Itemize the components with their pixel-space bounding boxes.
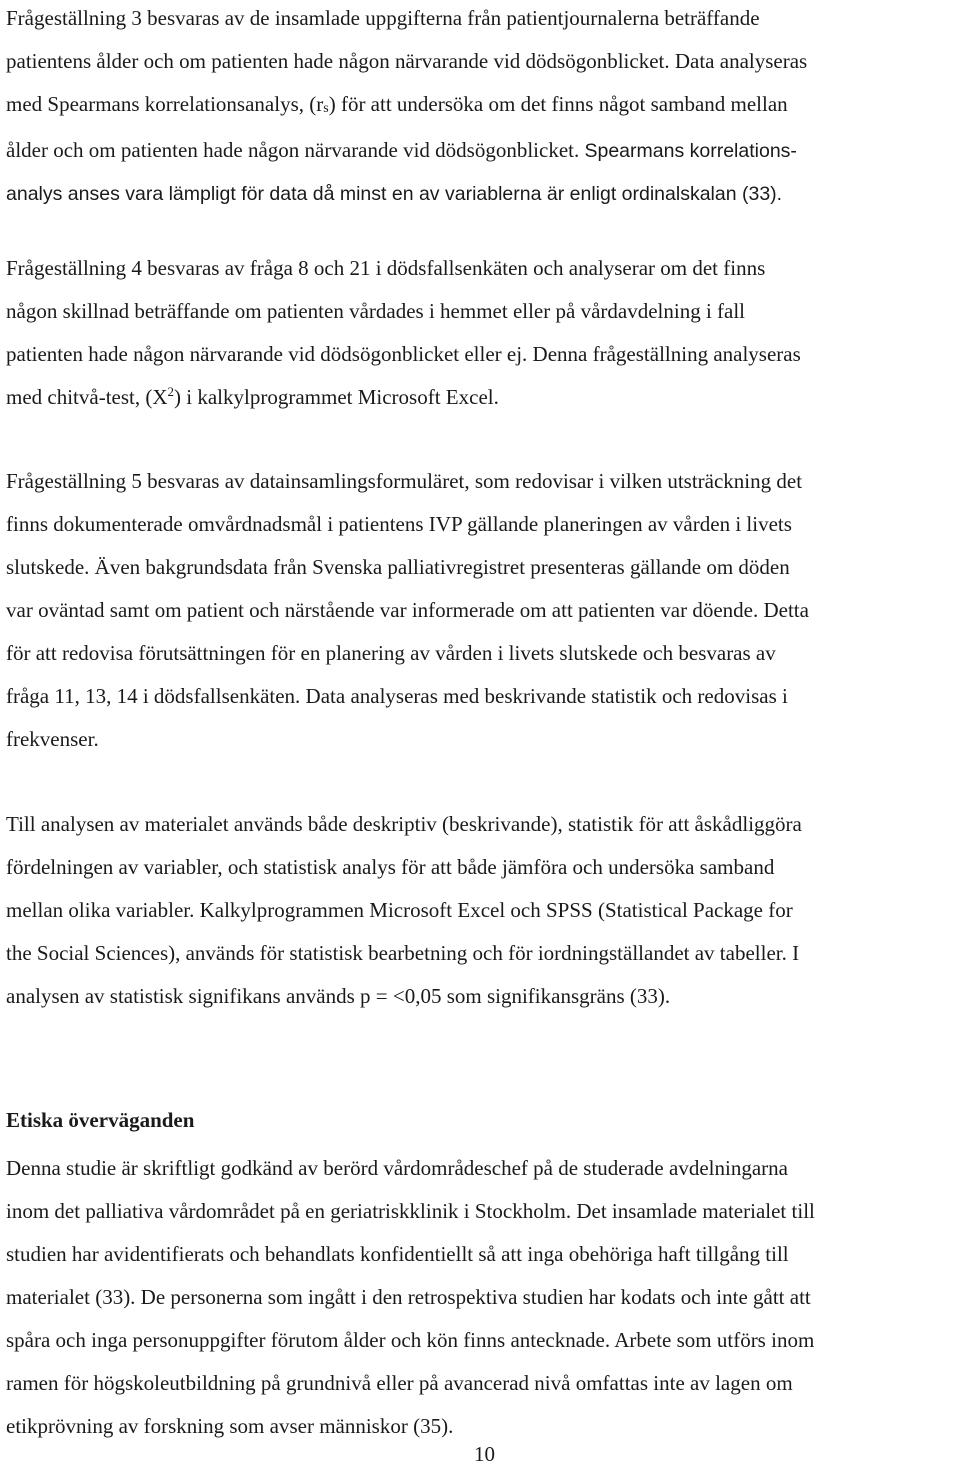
text-fragment: med chitvå-test, (X: [6, 385, 168, 409]
subscript: s: [323, 101, 329, 116]
text-line: mellan olika variabler. Kalkylprogrammen Microsoft Excel och SPSS (Statistical Package for: [6, 898, 793, 922]
text-line: någon skillnad beträffande om patienten vårdades i hemmet eller på vårdavdelning i fall: [6, 299, 746, 323]
text-line: studien har avidentifierats och behandlats konfidentiellt så att inga obehöriga haft tillgång till: [6, 1242, 789, 1266]
text-fragment-sans: Spearmans korrelations-: [584, 140, 797, 162]
text-line: materialet (33). De personerna som ingått i den retrospektiva studien har kodats och inte gått att: [6, 1285, 811, 1309]
text-line: Frågeställning 3 besvaras av de insamlade uppgifterna från patientjournalerna beträffande: [6, 6, 760, 30]
text-line: Till analysen av materialet används både deskriptiv (beskrivande), statistik för att åskådliggöra: [6, 812, 802, 836]
text-line: [6, 83, 807, 129]
text-fragment: ) i kalkylprogrammet Microsoft Excel.: [174, 385, 499, 409]
paragraph-question-5: [6, 460, 809, 761]
text-line: fördelningen av variabler, och statistisk analys för att både jämföra och undersöka samband: [6, 855, 775, 879]
text-line: Frågeställning 4 besvaras av fråga 8 och 21 i dödsfallsenkäten och analyserar om det finns: [6, 256, 766, 280]
text-line: spåra och inga personuppgifter förutom ålder och kön finns antecknade. Arbete som utförs inom: [6, 1328, 815, 1352]
text-line: ramen för högskoleutbildning på grundnivå eller på avancerad nivå omfattas inte av lagen om: [6, 1371, 793, 1395]
text-line-sans: analys anses vara lämpligt för data då minst en av variablerna är enligt ordinalskalan (33).: [6, 183, 783, 205]
text-line: etikprövning av forskning som avser människor (35).: [6, 1414, 454, 1438]
superscript: 2: [167, 384, 175, 399]
text-line: för att redovisa förutsättningen för en planering av vården i livets slutskede och besvaras av: [6, 641, 776, 665]
text-fragment: ålder och om patienten hade någon närvarande vid dödsögonblicket.: [6, 138, 585, 162]
text-line: the Social Sciences), används för statistisk bearbetning och för iordningställandet av tabeller. I: [6, 941, 800, 965]
text-line: finns dokumenterade omvårdnadsmål i patientens IVP gällande planeringen av vården i livets: [6, 512, 792, 536]
text-line: Frågeställning 5 besvaras av datainsamlingsformuläret, som redovisar i vilken utsträckning det: [6, 469, 803, 493]
paragraph-question-3: [6, 0, 807, 216]
text-line: frekvenser.: [6, 727, 99, 751]
page-number: 10: [474, 1442, 495, 1466]
text-line: slutskede. Även bakgrundsdata från Svenska palliativregistret presenteras gällande om döden: [6, 555, 790, 579]
text-line: fråga 11, 13, 14 i dödsfallsenkäten. Data analyseras med beskrivande statistik och redovisas i: [6, 684, 788, 708]
text-fragment: med Spearmans korrelationsanalys, (r: [6, 92, 324, 116]
text-line: patientens ålder och om patienten hade någon närvarande vid dödsögonblicket. Data analyseras: [6, 49, 808, 73]
text-fragment: ) för att undersöka om det finns något samband mellan: [328, 92, 788, 116]
text-line: [6, 129, 807, 173]
text-line: inom det palliativa vårdområdet på en geriatriskklinik i Stockholm. Det insamlade materialet till: [6, 1199, 815, 1223]
text-line: [6, 376, 801, 421]
text-line: Denna studie är skriftligt godkänd av berörd vårdområdeschef på de studerade avdelningarna: [6, 1156, 788, 1180]
text-line: patienten hade någon närvarande vid dödsögonblicket eller ej. Denna frågeställning analyseras: [6, 342, 801, 366]
section-heading: Etiska överväganden: [6, 1108, 195, 1132]
paragraph-question-4: [6, 247, 801, 421]
paragraph-ethics: [6, 1147, 815, 1448]
text-line: var oväntad samt om patient och närstående var informerade om att patienten var döende. Detta: [6, 598, 809, 622]
text-line: analysen av statistisk signifikans används p = <0,05 som signifikansgräns (33).: [6, 984, 671, 1008]
paragraph-analysis: [6, 803, 802, 1018]
